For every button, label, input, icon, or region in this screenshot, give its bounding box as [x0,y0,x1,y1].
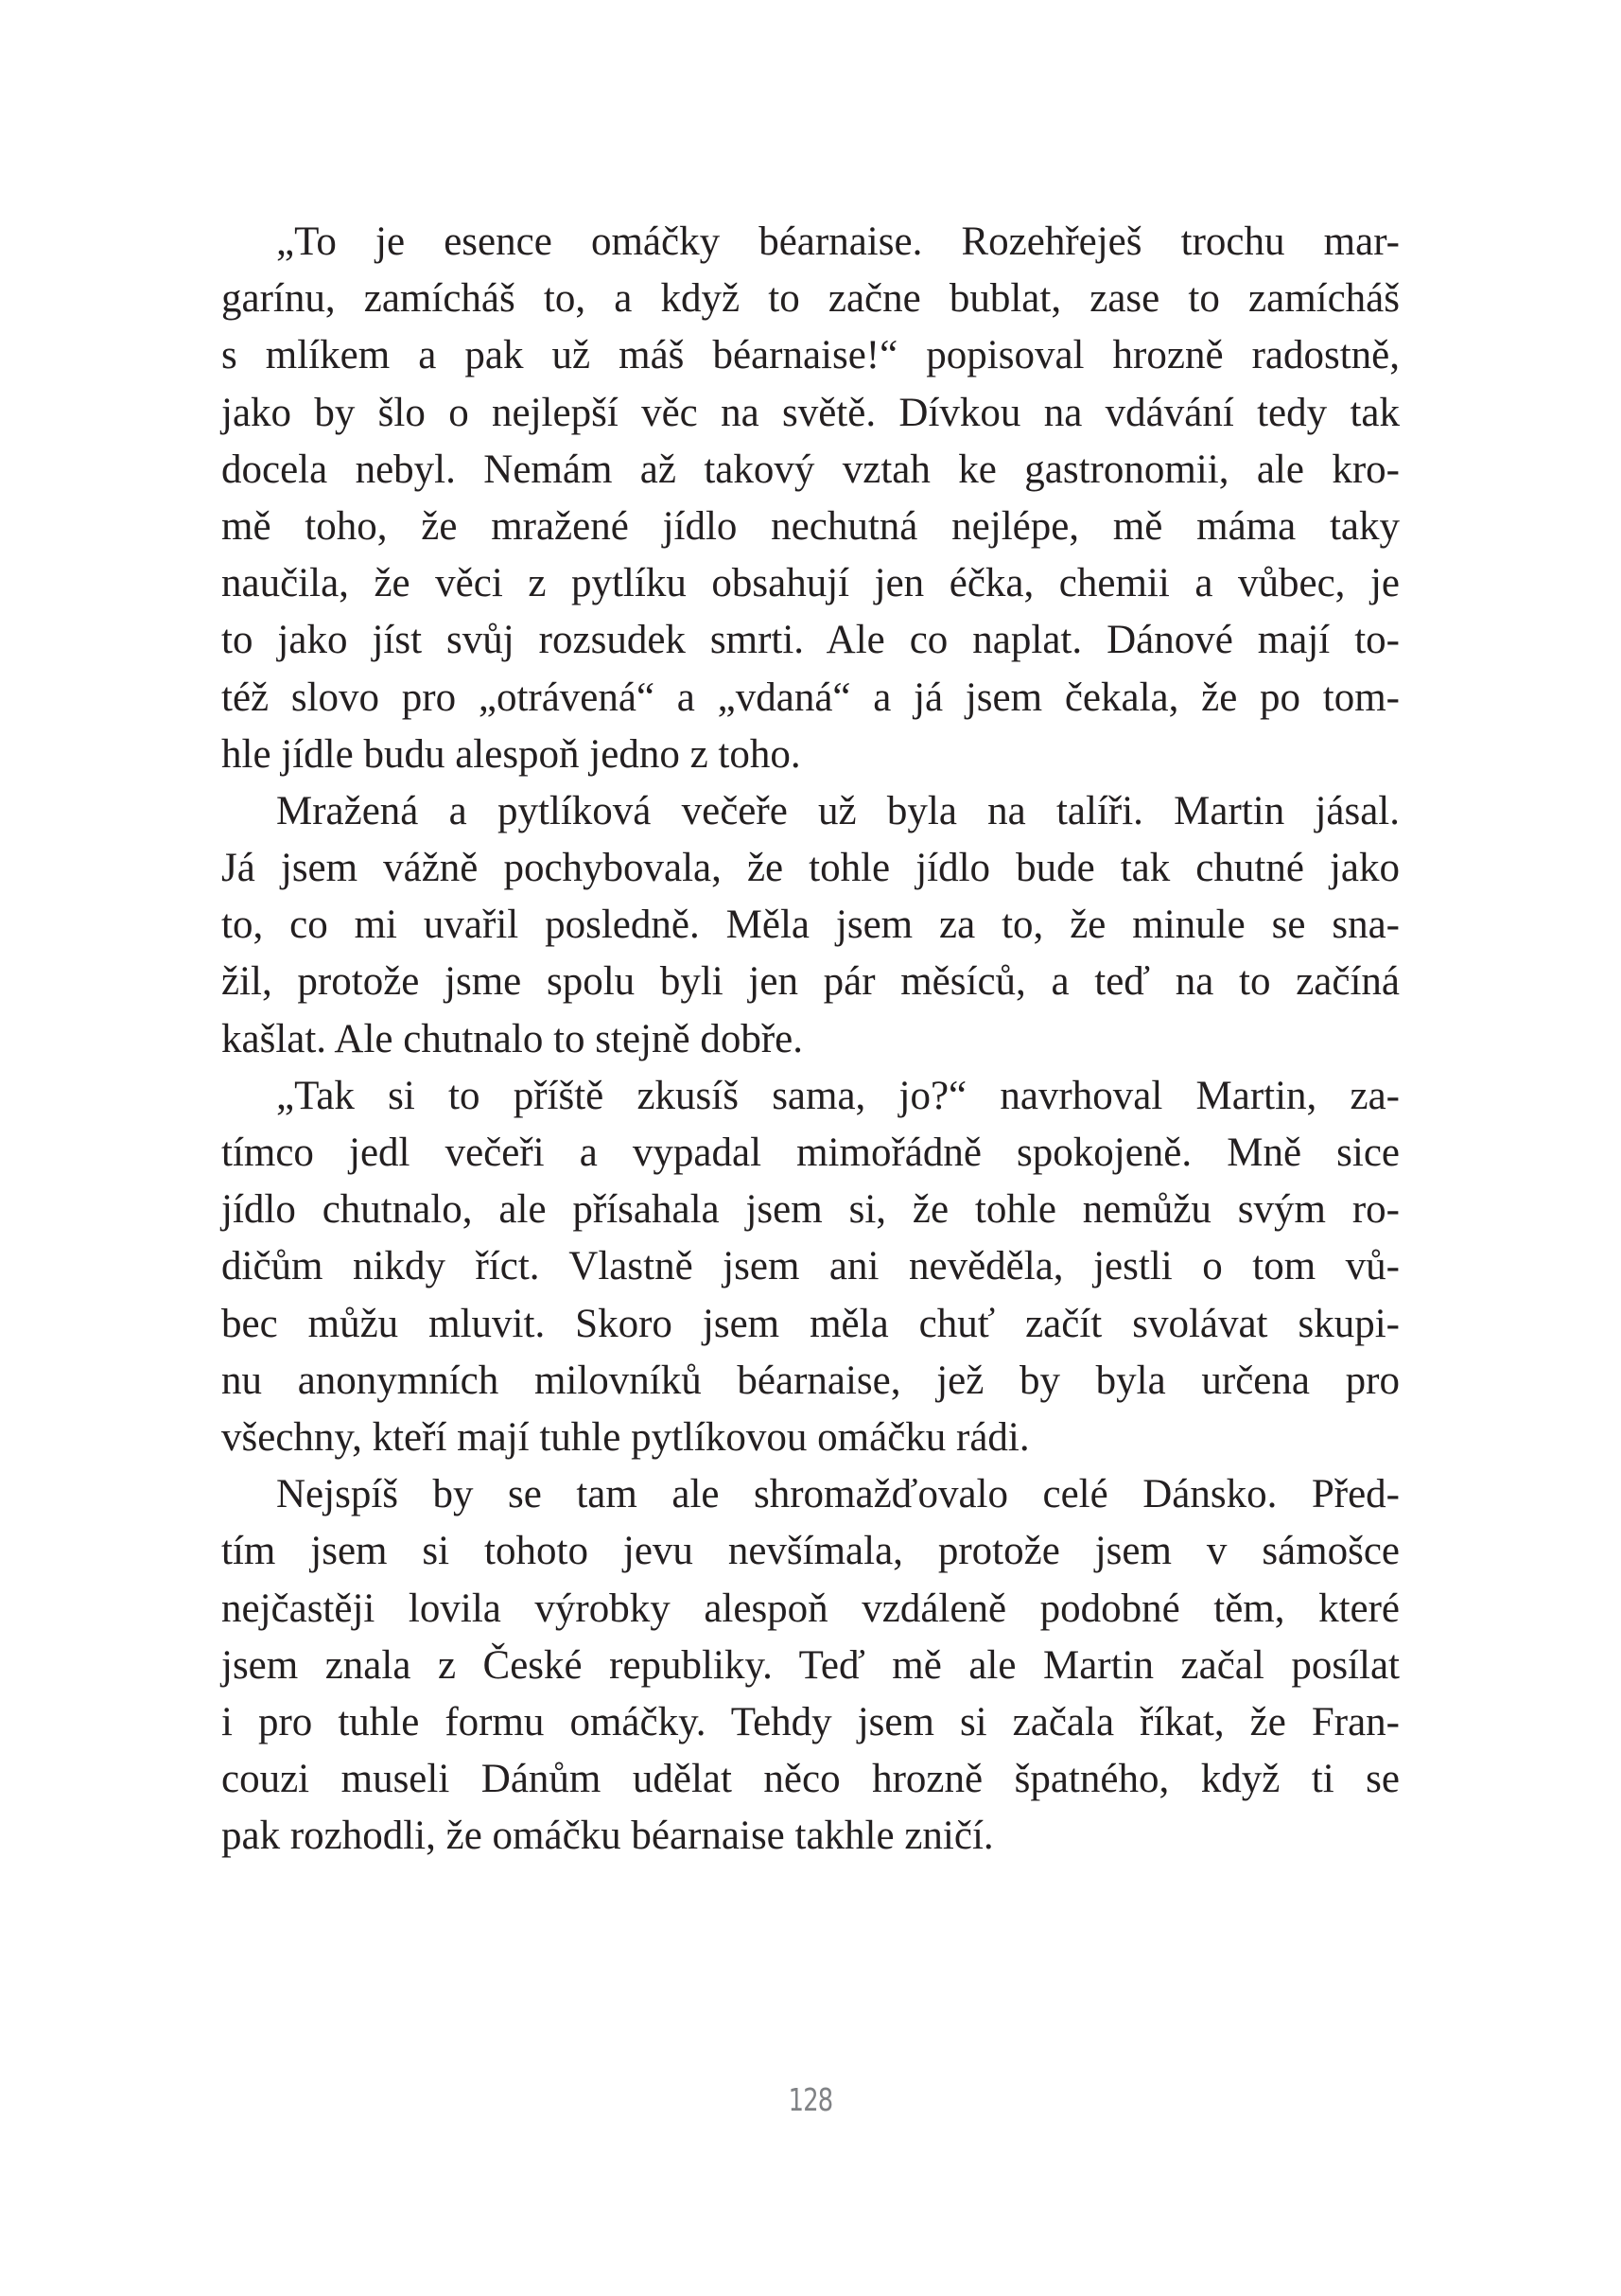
text-line: garínu, zamícháš to, a když to začne bublat, zase to zamícháš [221,276,1400,322]
text-line: i pro tuhle formu omáčky. Tehdy jsem si začala říkat, že Fran- [221,1699,1400,1744]
text-line: nu anonymních milovníků béarnaise, jež by byla určena pro [221,1358,1400,1403]
text-line: jako by šlo o nejlepší věc na světě. Dívkou na vdávání tedy tak [221,390,1400,435]
text-line: též slovo pro „otrávená“ a „vdaná“ a já jsem čekala, že po tom- [221,675,1400,720]
text-line: bec můžu mluvit. Skoro jsem měla chuť začít svolávat skupi- [221,1301,1400,1346]
text-line: žil, protože jsme spolu byli jen pár měsíců, a teď na to začíná [221,959,1400,1005]
text-line: docela nebyl. Nemám až takový vztah ke gastronomii, ale kro- [221,447,1400,492]
text-line: Mražená a pytlíková večeře už byla na talíři. Martin jásal. [276,788,1400,833]
paragraph-2 [221,783,1400,1068]
text-line: hle jídle budu alespoň jedno z toho. [221,731,801,777]
text-line: Já jsem vážně pochybovala, že tohle jídlo bude tak chutné jako [221,846,1400,891]
text-line: s mlíkem a pak už máš béarnaise!“ popisoval hrozně radostně, [221,333,1400,378]
text-line: to, co mi uvařil posledně. Měla jsem za to, že minule se sna- [221,903,1400,948]
text-line: jídlo chutnalo, ale přísahala jsem si, že tohle nemůžu svým ro- [221,1187,1400,1233]
paragraph-4 [221,1466,1400,1865]
text-line: nejčastěji lovila výrobky alespoň vzdáleně podobné těm, které [221,1586,1400,1631]
text-line: jsem znala z České republiky. Teď mě ale Martin začal posílat [221,1642,1400,1688]
paragraph-1 [221,214,1400,783]
text-line: tím jsem si tohoto jevu nevšímala, protože jsem v sámošce [221,1529,1400,1574]
text-line: mě toho, že mražené jídlo nechutná nejlépe, mě máma taky [221,503,1400,549]
text-line: všechny, kteří mají tuhle pytlíkovou omáčku rádi. [221,1414,1030,1460]
body-text [221,214,1400,1865]
text-line: naučila, že věci z pytlíku obsahují jen éčka, chemii a vůbec, je [221,561,1400,606]
text-line: Nejspíš by se tam ale shromažďovalo celé Dánsko. Před- [276,1472,1400,1517]
text-line: tímco jedl večeři a vypadal mimořádně spokojeně. Mně sice [221,1130,1400,1175]
text-line: „Tak si to příště zkusíš sama, jo?“ navrhoval Martin, za- [276,1073,1400,1118]
text-line: kašlat. Ale chutnalo to stejně dobře. [221,1016,803,1061]
paragraph-3 [221,1068,1400,1466]
text-line: to jako jíst svůj rozsudek smrti. Ale co naplat. Dánové mají to- [221,618,1400,663]
text-line: couzi museli Dánům udělat něco hrozně špatného, když ti se [221,1757,1400,1802]
text-line: dičům nikdy říct. Vlastně jsem ani nevěděla, jestli o tom vů- [221,1244,1400,1289]
page-number: 128 [788,2081,833,2118]
text-line: pak rozhodli, že omáčku béarnaise takhle zničí. [221,1814,994,1859]
text-line: „To je esence omáčky béarnaise. Rozehřeješ trochu mar- [276,219,1400,264]
